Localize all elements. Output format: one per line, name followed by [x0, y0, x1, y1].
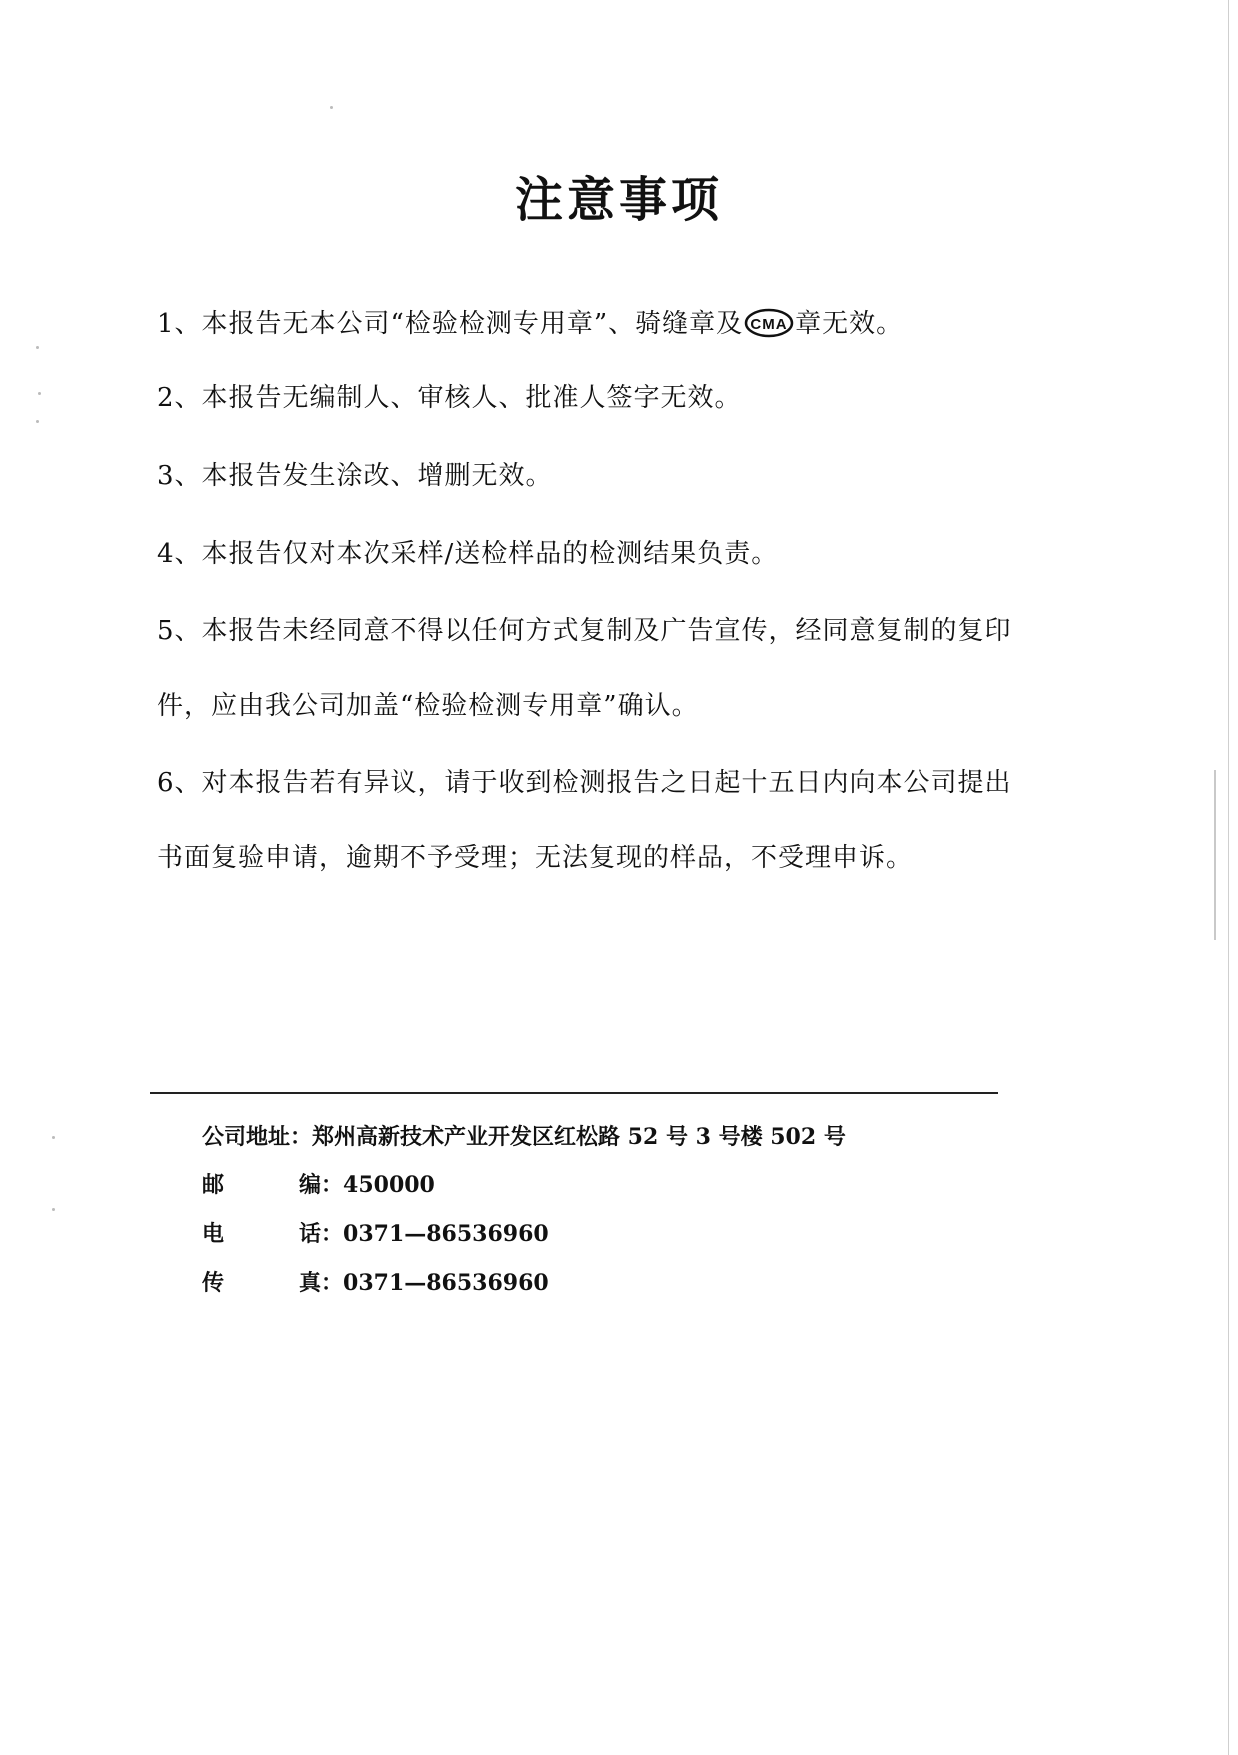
postcode-label-first: 邮 [202, 1172, 225, 1198]
fax-label-second: 真： [299, 1270, 344, 1296]
fax-value: 0371—86536960 [343, 1270, 549, 1296]
notice-text: 5、本报告未经同意不得以任何方式复制及广告宣传，经同意复制的复印 [157, 616, 1012, 646]
notice-item-1 [157, 304, 1077, 350]
contact-address [202, 1122, 846, 1152]
notice-item-6 [157, 763, 1077, 803]
notice-item-2 [157, 378, 1077, 418]
notice-item-3 [157, 456, 1077, 496]
divider-line [150, 1092, 998, 1094]
notice-text: 6、对本报告若有异议，请于收到检测报告之日起十五日内向本公司提出 [157, 768, 1012, 798]
address-value: 郑州高新技术产业开发区红松路 52 号 3 号楼 502 号 [312, 1124, 846, 1150]
contact-postcode [202, 1170, 435, 1200]
phone-label-first: 电 [202, 1221, 225, 1247]
page-title: 注意事项 [514, 172, 723, 228]
scan-speck [52, 1208, 55, 1211]
notice-text: 3、本报告发生涂改、增删无效。 [157, 461, 553, 491]
contact-fax [202, 1268, 549, 1298]
notice-text-tail: 章无效。 [795, 309, 904, 339]
notice-text: 1、本报告无本公司“检验检测专用章”、骑缝章及 [157, 309, 744, 339]
scan-speck [36, 346, 39, 349]
address-label: 公司地址： [202, 1124, 313, 1150]
notice-text: 4、本报告仅对本次采样/送检样品的检测结果负责。 [157, 539, 779, 569]
cma-seal-text: CMA [750, 316, 788, 333]
scan-edge-mark [1214, 770, 1216, 940]
postcode-label-second: 编： [299, 1172, 344, 1198]
contact-phone [202, 1219, 549, 1249]
notice-text: 书面复验申请，逾期不予受理；无法复现的样品，不受理申诉。 [157, 843, 914, 873]
fax-label-first: 传 [202, 1270, 225, 1296]
phone-label-second: 话： [299, 1221, 344, 1247]
notice-item-5 [157, 611, 1077, 651]
scan-speck [330, 106, 333, 109]
notice-item-6-continued [157, 838, 1077, 878]
notice-item-5-continued [157, 686, 1077, 726]
notice-item-4 [157, 534, 1077, 574]
scan-speck [52, 1136, 55, 1139]
scan-edge-line [1228, 0, 1229, 1755]
notice-text: 2、本报告无编制人、审核人、批准人签字无效。 [157, 383, 742, 413]
scan-speck [38, 392, 41, 395]
postcode-value: 450000 [343, 1172, 435, 1198]
notice-text: 件，应由我公司加盖“检验检测专用章”确认。 [157, 691, 699, 721]
phone-value: 0371—86536960 [343, 1221, 549, 1247]
scan-speck [36, 420, 39, 423]
cma-seal-icon [744, 308, 794, 350]
